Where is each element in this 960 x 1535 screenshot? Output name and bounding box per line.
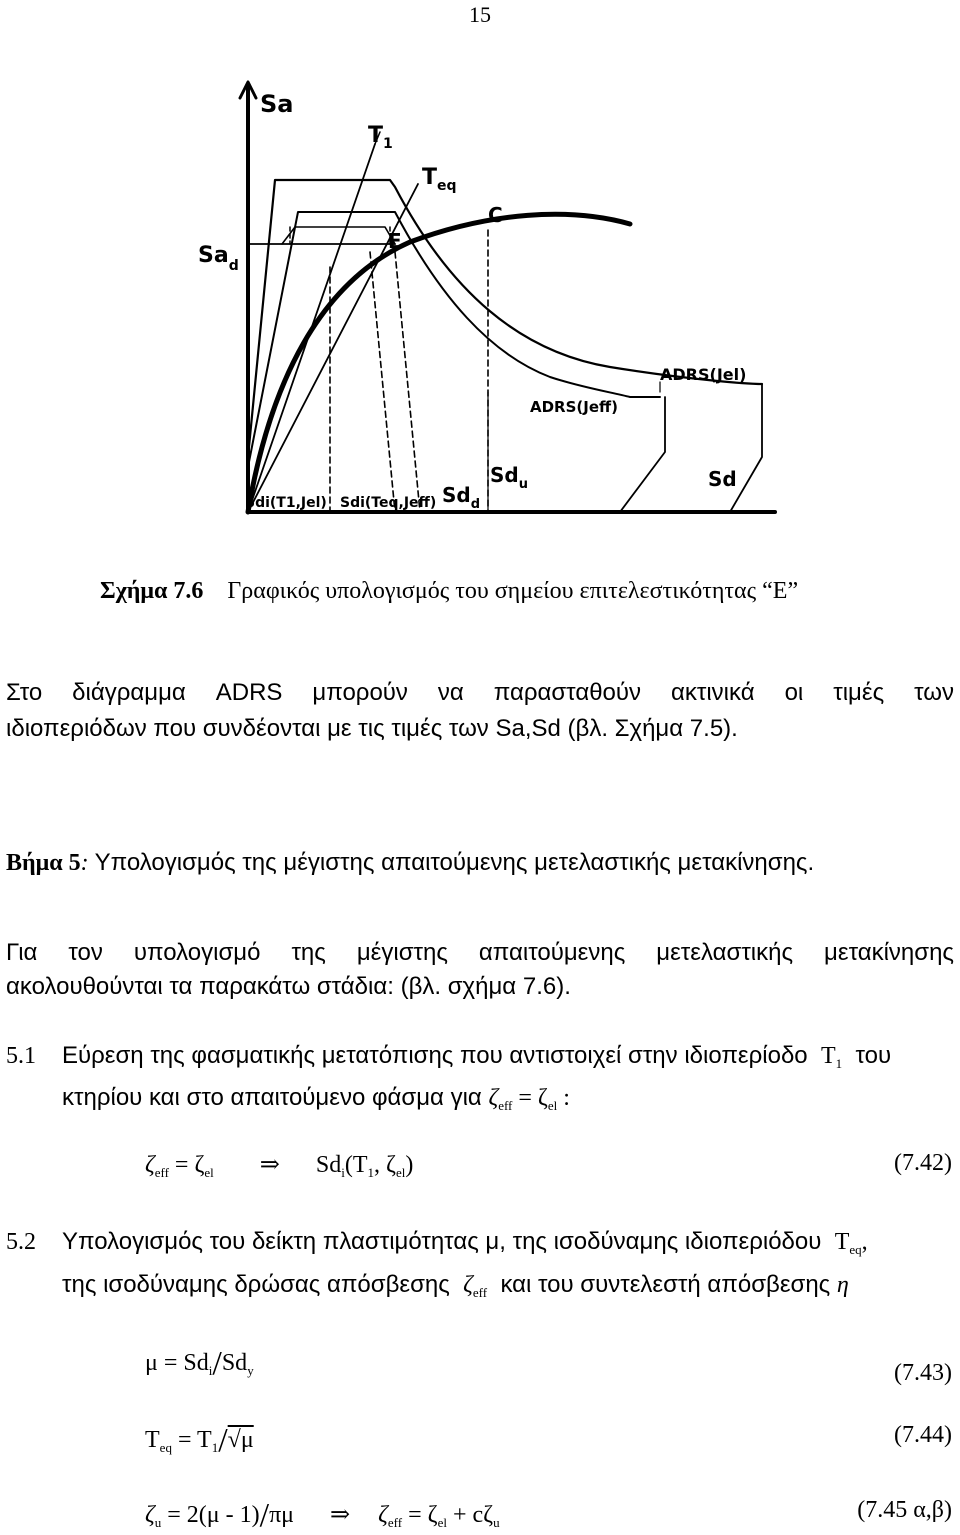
page-number: 15	[469, 2, 491, 27]
caption-label: Σχήμα 7.6	[100, 578, 204, 604]
s52-line1: Υπολογισμός του δείκτη πλαστιμότητας μ, της ισοδύναμης ιδιοπεριόδου $T_{eq}$,	[62, 1228, 868, 1257]
equation-742: $\zeta_{eff} = \zeta_{el}$ ⇒ $Sd_i(T_1$, $\zeta_{el}$)	[145, 1152, 414, 1180]
equation-742-number: (7.42)	[894, 1150, 952, 1176]
sdi2-label: Sdi(Teq,Jeff)	[340, 495, 437, 511]
right-bracket-1	[620, 397, 665, 512]
s51-line1: Εύρεση της φασματικής μετατόπισης που αντιστοιχεί στην ιδιοπερίοδο $T_1$ του	[62, 1042, 892, 1071]
s52-num: 5.2	[6, 1229, 36, 1255]
effective-spectrum	[248, 212, 660, 467]
para2-line1: Για τον υπολογισμό της μέγιστης απαιτούμενης μετελαστικής μετακίνησης	[6, 939, 954, 966]
figure-caption	[100, 578, 798, 605]
equation-744: $T_{eq} = T_1/√\mu$	[145, 1422, 254, 1459]
e-dashed	[395, 252, 420, 512]
step5-heading: Βήμα 5: Υπολογισμός της μέγιστης απαιτούμενης μετελαστικής μετακίνησης.	[6, 849, 815, 876]
step5-text: Υπολογισμός της μέγιστης απαιτούμενης μετελαστικής μετακίνησης.	[94, 849, 815, 876]
sdi1-label: Sdi(T1,Jel)	[245, 495, 327, 511]
step5-label: Βήμα 5	[6, 850, 81, 876]
s51-line2: κτηρίου και στο απαιτούμενο φάσμα για $\zeta_{eff} = \zeta_{el}$ :	[62, 1084, 570, 1113]
para2-line2: ακολουθούνται τα παρακάτω στάδια: (βλ. σχήμα 7.6).	[6, 973, 571, 1000]
adrs-eff-label: ADRS(Jeff)	[530, 398, 619, 416]
t1-label: $T_1$	[368, 123, 393, 152]
equation-744-number: (7.44)	[894, 1422, 952, 1448]
sdu-label: $Sd_u$	[490, 463, 528, 492]
inner-trapezoid	[282, 227, 395, 244]
caption-text: Γραφικός υπολογισμός του σημείου επιτελεστικότητας “E”	[227, 578, 799, 604]
elastic-spectrum	[248, 180, 762, 457]
sdi2-dashed	[370, 252, 395, 512]
s51-num: 5.1	[6, 1043, 36, 1069]
sd-label: Sd	[708, 467, 737, 491]
e-label: E	[388, 229, 402, 253]
plateau-dashed	[290, 227, 390, 244]
sad-label: $Sa_d$	[198, 243, 239, 274]
para1-line1: Στο διάγραμμα ADRS μπορούν να παρασταθούν ακτινικά οι τιμές των	[6, 679, 954, 706]
c-label: C	[488, 203, 503, 227]
adrs-el-label: ADRS(Jel)	[660, 365, 747, 384]
teq-label: $T_{eq}$	[422, 165, 457, 194]
equation-745: $\zeta_u = 2(\mu - 1)/\pi\mu$ ⇒ $\zeta_{eff} = \zeta_{el} + c\zeta_u$	[145, 1497, 500, 1534]
sdd-label: $Sd_d$	[442, 483, 481, 512]
equation-743: $\mu = Sd_i/Sd_y$	[145, 1345, 254, 1382]
adrs-figure	[190, 62, 790, 532]
para1-line2: ιδιοπεριόδων που συνδέονται με τις τιμές των Sa,Sd (βλ. Σχήμα 7.5).	[6, 715, 738, 742]
capacity-curve	[248, 214, 630, 512]
equation-743-number: (7.43)	[894, 1360, 952, 1386]
right-bracket-2	[730, 384, 762, 512]
s52-line2: της ισοδύναμης δρώσας απόσβεσης $\zeta_{eff}$ και του συντελεστή απόσβεσης η	[62, 1271, 849, 1300]
sa-label: Sa	[260, 90, 294, 118]
equation-745-number: (7.45 α,β)	[857, 1497, 952, 1523]
